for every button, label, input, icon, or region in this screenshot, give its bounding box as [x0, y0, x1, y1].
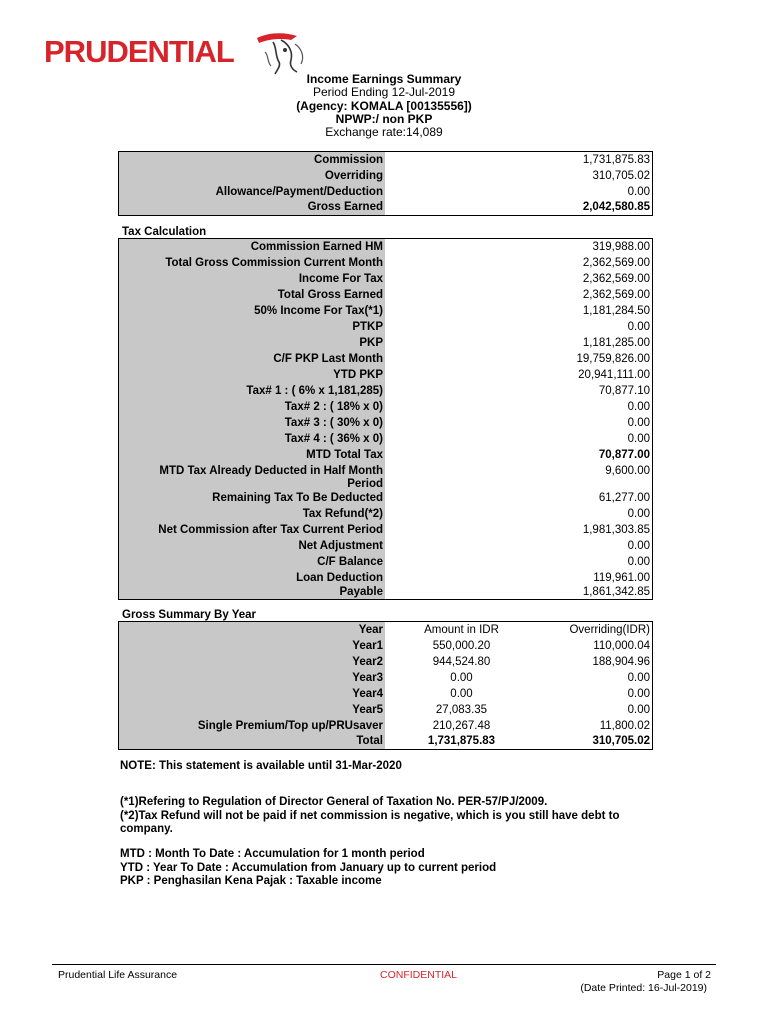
table-header-row — [119, 622, 652, 638]
row-overriding: 310,705.02 — [592, 735, 650, 747]
table-row — [119, 490, 652, 506]
table-row — [119, 383, 652, 399]
table-total-row — [119, 734, 652, 749]
lady-prudence-icon — [251, 30, 311, 76]
row-label: Single Premium/Top up/PRUsaver — [119, 718, 385, 734]
row-value: 1,181,285.00 — [582, 337, 650, 349]
row-amount: 0.00 — [450, 672, 473, 684]
row-value: 2,362,569.00 — [582, 257, 650, 269]
row-label: Tax# 2 : ( 18% x 0) — [119, 399, 385, 415]
row-value: 0.00 — [627, 540, 650, 552]
row-value: 61,277.00 — [598, 492, 650, 504]
tax-calculation-title: Tax Calculation — [122, 226, 207, 238]
row-value: 0.00 — [627, 321, 650, 333]
table-row — [119, 271, 652, 287]
row-label: Commission — [119, 152, 385, 168]
table-row — [119, 319, 652, 335]
row-label: Tax# 3 : ( 30% x 0) — [119, 415, 385, 431]
row-value: 70,877.10 — [598, 385, 650, 397]
table-row — [119, 287, 652, 303]
row-label: Tax# 4 : ( 36% x 0) — [119, 431, 385, 447]
row-overriding: 188,904.96 — [592, 656, 650, 668]
row-label: Net Adjustment — [119, 538, 385, 554]
row-value: 0.00 — [627, 401, 650, 413]
row-amount: 550,000.20 — [432, 640, 491, 652]
document-header — [0, 73, 768, 139]
table-row — [119, 670, 652, 686]
gross-summary-title: Gross Summary By Year — [122, 609, 257, 621]
row-label: Tax# 1 : ( 6% x 1,181,285) — [119, 383, 385, 399]
npwp-line: NPWP:/ non PKP — [335, 111, 433, 126]
row-overriding: 0.00 — [627, 688, 650, 700]
footnotes — [120, 796, 619, 837]
table-row — [119, 255, 652, 271]
gross-summary-table — [118, 621, 653, 750]
footnote-2-line1: (*2)Tax Refund will not be paid if net commission is negative, which is you still have debt to — [120, 809, 620, 822]
row-amount: 944,524.80 — [432, 656, 491, 668]
column-header-year: Year — [119, 622, 385, 638]
row-value: 20,941,111.00 — [578, 369, 650, 381]
table-row — [119, 351, 652, 367]
row-value: 0.00 — [627, 508, 650, 520]
table-row — [119, 447, 652, 463]
table-row — [119, 367, 652, 383]
column-header-amount: Amount in IDR — [424, 624, 499, 636]
row-label: Remaining Tax To Be Deducted — [119, 490, 385, 506]
table-row — [119, 702, 652, 718]
period-ending: Period Ending 12-Jul-2019 — [312, 85, 456, 100]
footer-page-number: Page 1 of 2 — [657, 969, 711, 981]
row-label: MTD Total Tax — [119, 447, 385, 463]
earnings-row — [119, 152, 652, 168]
row-value: 2,362,569.00 — [582, 273, 650, 285]
row-label: Overriding — [119, 168, 385, 184]
glossary-pkp: PKP : Penghasilan Kena Pajak : Taxable income — [120, 875, 382, 887]
footer-divider — [52, 964, 716, 965]
table-row — [119, 570, 652, 586]
table-row — [119, 399, 652, 415]
footnote-1: (*1)Refering to Regulation of Director General of Taxation No. PER-57/PJ/2009. — [120, 796, 548, 808]
table-row — [119, 638, 652, 654]
earnings-row — [119, 168, 652, 184]
row-value: 0.00 — [627, 186, 650, 198]
row-overriding: 0.00 — [627, 672, 650, 684]
table-row — [119, 686, 652, 702]
row-label: PTKP — [119, 319, 385, 335]
row-label: Total — [119, 734, 385, 749]
row-amount: 210,267.48 — [432, 720, 491, 732]
row-label: Total Gross Earned — [119, 287, 385, 303]
table-row — [119, 538, 652, 554]
document-title: Income Earnings Summary — [306, 72, 462, 86]
row-label-line1: MTD Tax Already Deducted in Half Month — [159, 465, 383, 477]
row-label: Year3 — [119, 670, 385, 686]
row-label: Gross Earned — [119, 200, 385, 215]
row-label — [119, 463, 385, 490]
agency-line: (Agency: KOMALA [00135556]) — [296, 98, 472, 113]
footnote-2-line2: company. — [120, 823, 173, 835]
row-value: 0.00 — [627, 433, 650, 445]
table-row — [119, 554, 652, 570]
table-row — [119, 718, 652, 734]
row-label: 50% Income For Tax(*1) — [119, 303, 385, 319]
footer-confidential: CONFIDENTIAL — [380, 969, 458, 981]
row-label: Total Gross Commission Current Month — [119, 255, 385, 271]
table-row — [119, 654, 652, 670]
table-row — [119, 415, 652, 431]
row-value: 1,181,284.50 — [582, 305, 650, 317]
row-label: C/F Balance — [119, 554, 385, 570]
row-overriding: 0.00 — [627, 704, 650, 716]
row-label: Year4 — [119, 686, 385, 702]
row-value: 19,759,826.00 — [576, 353, 650, 365]
row-label: PKP — [119, 335, 385, 351]
row-value: 119,961.00 — [593, 572, 650, 584]
row-label-line2: Period — [347, 478, 383, 490]
glossary-mtd: MTD : Month To Date : Accumulation for 1 month period — [120, 848, 425, 860]
row-label: Income For Tax — [119, 271, 385, 287]
row-value: 9,600.00 — [605, 465, 650, 477]
table-row — [119, 522, 652, 538]
earnings-table — [118, 151, 653, 216]
earnings-row — [119, 184, 652, 200]
glossary-ytd: YTD : Year To Date : Accumulation from January up to current period — [120, 861, 497, 874]
earnings-row — [119, 200, 652, 215]
row-value: 1,731,875.83 — [582, 154, 650, 166]
row-label: Loan Deduction — [119, 570, 385, 586]
row-amount: 1,731,875.83 — [427, 735, 496, 747]
table-row — [119, 463, 652, 490]
row-label: Year1 — [119, 638, 385, 654]
glossary — [120, 848, 496, 889]
row-value: 319,988.00 — [592, 241, 650, 253]
table-row — [119, 335, 652, 351]
table-row — [119, 239, 652, 255]
table-row — [119, 303, 652, 319]
table-row — [119, 431, 652, 447]
row-label: C/F PKP Last Month — [119, 351, 385, 367]
row-value: 0.00 — [627, 556, 650, 568]
footer-date-printed: (Date Printed: 16-Jul-2019) — [580, 982, 707, 994]
row-value: 1,861,342.85 — [582, 586, 650, 598]
row-label: YTD PKP — [119, 367, 385, 383]
row-value: 2,362,569.00 — [582, 289, 650, 301]
row-value: 310,705.02 — [592, 170, 650, 182]
exchange-rate: Exchange rate:14,089 — [325, 125, 443, 140]
row-label: Tax Refund(*2) — [119, 506, 385, 522]
table-row — [119, 586, 652, 599]
column-header-overriding: Overriding(IDR) — [569, 624, 650, 636]
row-value: 0.00 — [627, 417, 650, 429]
row-value: 2,042,580.85 — [582, 201, 650, 213]
row-label: Payable — [119, 586, 385, 599]
availability-note: NOTE: This statement is available until 31-Mar-2020 — [120, 760, 402, 772]
row-label: Commission Earned HM — [119, 239, 385, 255]
logo-wordmark: PRUDENTIAL — [44, 34, 234, 69]
row-amount: 0.00 — [450, 688, 473, 700]
tax-calculation-table — [118, 238, 653, 600]
row-value: 70,877.00 — [598, 449, 650, 461]
row-label: Year2 — [119, 654, 385, 670]
table-row — [119, 506, 652, 522]
row-value: 1,981,303.85 — [582, 524, 650, 536]
footer-company: Prudential Life Assurance — [58, 969, 178, 981]
row-overriding: 110,000.04 — [593, 640, 650, 652]
row-amount: 27,083.35 — [435, 704, 488, 716]
row-label: Net Commission after Tax Current Period — [119, 522, 385, 538]
row-label: Allowance/Payment/Deduction — [119, 184, 385, 200]
row-label: Year5 — [119, 702, 385, 718]
row-overriding: 11,800.02 — [599, 720, 650, 732]
